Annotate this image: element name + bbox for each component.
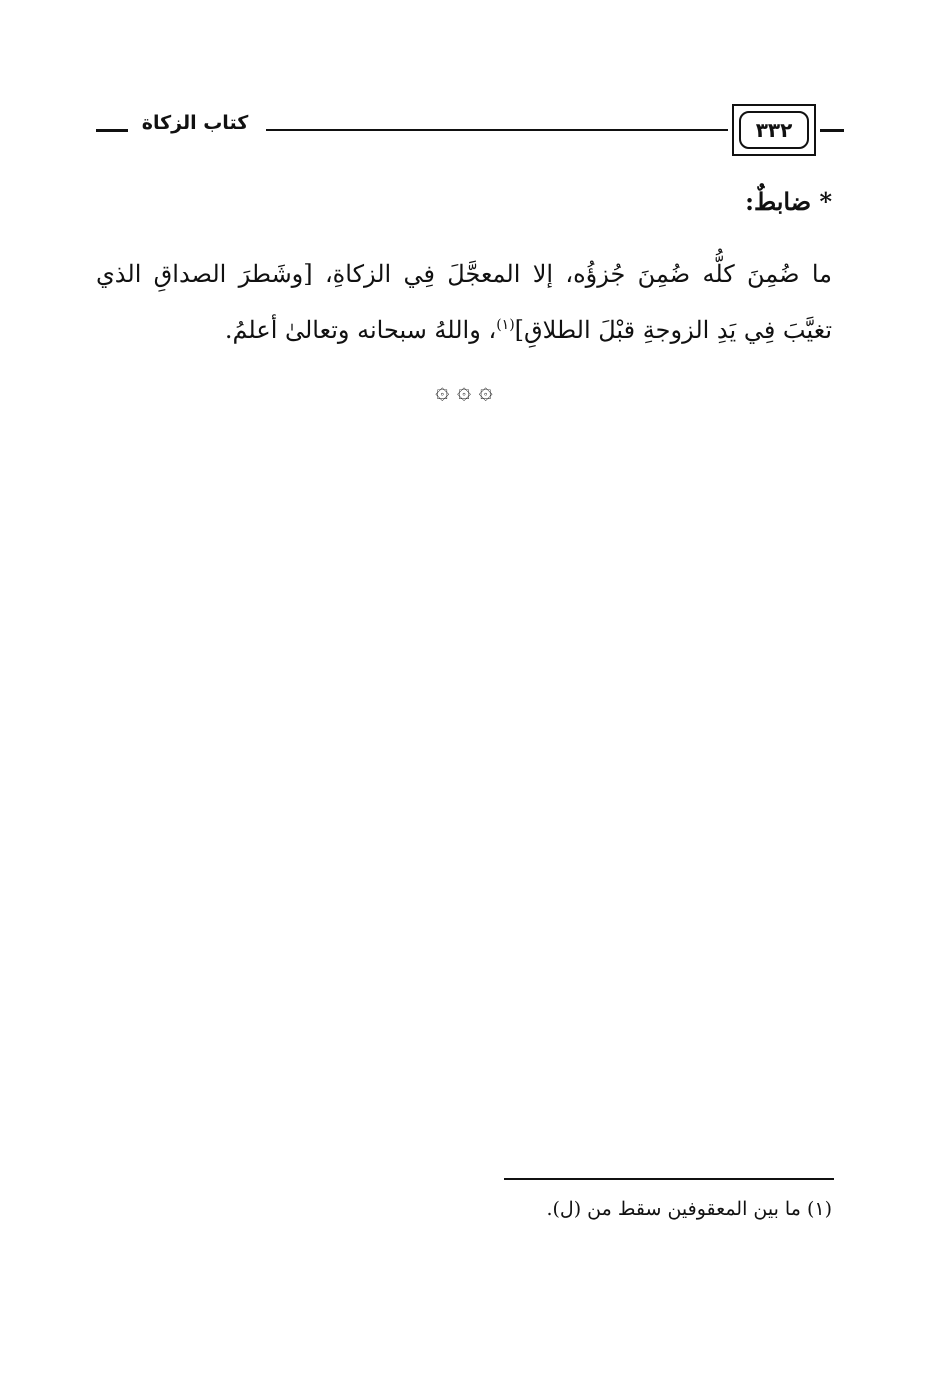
section-heading: * ضابطٌ: xyxy=(745,187,832,216)
page-number-frame xyxy=(732,104,816,156)
running-header xyxy=(96,100,846,160)
header-rule-left xyxy=(96,129,128,132)
section-end-ornaments: ۞ ۞ ۞ xyxy=(435,376,493,404)
page-number: ٣٣٢ xyxy=(739,111,809,149)
header-rule-middle xyxy=(266,129,728,131)
footnote-reference: (١) xyxy=(496,317,515,333)
main-content xyxy=(96,182,832,404)
header-rule-right xyxy=(820,129,844,132)
footnote-separator xyxy=(504,1178,834,1180)
footnote-1: (١) ما بين المعقوفين سقط من (ل). xyxy=(546,1198,832,1220)
paragraph-main-text: ما ضُمِنَ كلُّه ضُمِنَ جُزؤُه، إلا المعجَّلَ فِي الزكاةِ، [وشَطرَ الصداقِ الذي تغيَّبَ فِي يَدِ الزوجةِ قبْلَ الطلاقِ] xyxy=(96,260,832,344)
book-title: كتاب الزكاة xyxy=(141,112,249,134)
body-paragraph xyxy=(96,246,832,358)
paragraph-tail-text: ، واللهُ سبحانه وتعالىٰ أعلمُ. xyxy=(224,316,497,344)
